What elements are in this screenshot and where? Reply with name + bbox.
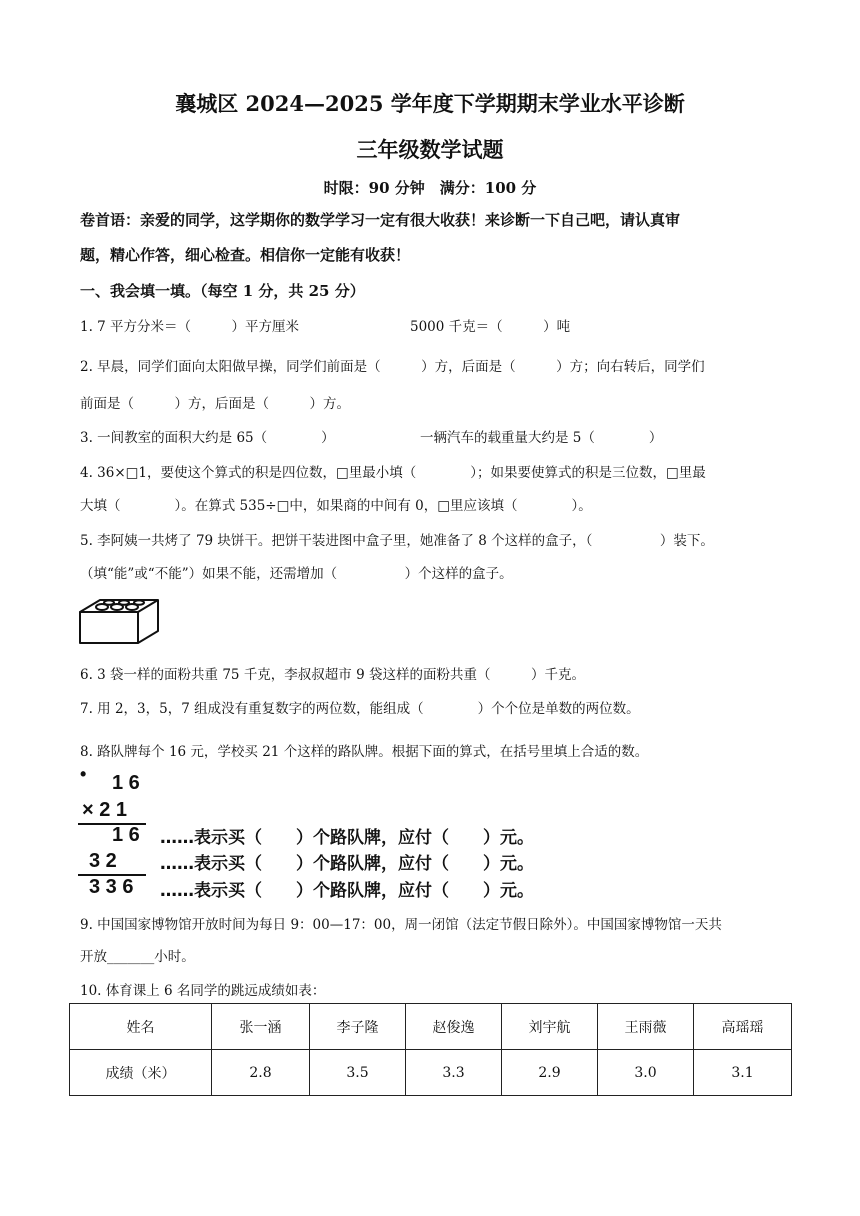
table-row xyxy=(70,1050,792,1096)
table-cell: 3.0 xyxy=(598,1050,694,1096)
question-2-line-2: 前面是（ ）方，后面是（ ）方。 xyxy=(80,396,350,412)
long-jump-score-table xyxy=(69,1003,792,1096)
calc-explain-row-3: ……表示买（ ）个路队牌，应付（ ）元。 xyxy=(160,881,534,901)
question-5-line-2: （填“能”或“不能”）如果不能，还需增加（ ）个这样的盒子。 xyxy=(80,566,513,582)
partial-product-1: 1 6 xyxy=(112,824,140,846)
calc-explain-row-2: ……表示买（ ）个路队牌，应付（ ）元。 xyxy=(160,854,534,874)
question-9-line-1: 9. 中国国家博物馆开放时间为每日 9：00—17：00，周一闭馆（法定节假日除外）。中国国家博物馆一天共 xyxy=(80,917,722,933)
exam-subtitle: 三年级数学试题 xyxy=(356,137,504,162)
question-3a: 3. 一间教室的面积大约是 65（ ） xyxy=(80,430,335,446)
final-product: 3 3 6 xyxy=(89,876,134,898)
table-cell: 成绩（米） xyxy=(70,1050,212,1096)
table-cell: 2.9 xyxy=(502,1050,598,1096)
question-8: 8. 路队牌每个 16 元，学校买 21 个这样的路队牌。根据下面的算式，在括号里填上合适的数。 xyxy=(80,744,649,760)
multiplier: × 2 1 xyxy=(82,799,128,821)
table-header-cell: 王雨薇 xyxy=(598,1004,694,1050)
table-header-cell: 刘宇航 xyxy=(502,1004,598,1050)
question-6: 6. 3 袋一样的面粉共重 75 千克，李叔叔超市 9 袋这样的面粉共重（ ）千克。 xyxy=(80,667,585,683)
exam-title: 襄城区 2024—2025 学年度下学期期末学业水平诊断 xyxy=(175,91,685,116)
table-header-cell: 张一涵 xyxy=(212,1004,310,1050)
table-cell: 3.5 xyxy=(310,1050,406,1096)
table-header-cell: 高瑶瑶 xyxy=(694,1004,792,1050)
question-10: 10. 体育课上 6 名同学的跳远成绩如表： xyxy=(80,983,326,999)
question-2-line-1: 2. 早晨，同学们面向太阳做早操，同学们前面是（ ）方，后面是（ ）方；向右转后，同学们 xyxy=(80,359,705,375)
table-header-cell: 李子隆 xyxy=(310,1004,406,1050)
question-4-line-2: 大填（ ）。在算式 535÷□中，如果商的中间有 0，□里应该填（ ）。 xyxy=(80,498,592,514)
section-1-heading: 一、我会填一填。（每空 1 分，共 25 分） xyxy=(80,282,365,300)
time-score-info: 时限：90 分钟 满分：100 分 xyxy=(323,179,537,197)
table-header-row xyxy=(70,1004,792,1050)
partial-product-2: 3 2 xyxy=(89,850,117,872)
table-cell: 2.8 xyxy=(212,1050,310,1096)
carry-dot: • xyxy=(80,764,87,784)
table-cell: 3.1 xyxy=(694,1050,792,1096)
question-9-line-2: 开放_______小时。 xyxy=(80,949,195,965)
table-header-cell: 姓名 xyxy=(70,1004,212,1050)
question-5-line-1: 5. 李阿姨一共烤了 79 块饼干。把饼干装进图中盒子里，她准备了 8 个这样的盒子，（ ）装下。 xyxy=(80,533,714,549)
question-3b: 一辆汽车的载重量大约是 5（ ） xyxy=(420,430,663,446)
question-1a: 1. 7 平方分米＝（ ）平方厘米 xyxy=(80,319,300,335)
calc-explain-row-1: ……表示买（ ）个路队牌，应付（ ）元。 xyxy=(160,828,534,848)
question-4-line-1: 4. 36×□1，要使这个算式的积是四位数，□里最小填（ ）；如果要使算式的积是三位数，□里最 xyxy=(80,465,706,481)
multiplicand: 1 6 xyxy=(112,772,140,794)
cookie-box-illustration xyxy=(78,598,162,646)
intro-line-1: 卷首语：亲爱的同学，这学期你的数学学习一定有很大收获！来诊断一下自己吧，请认真审 xyxy=(80,211,681,229)
table-header-cell: 赵俊逸 xyxy=(406,1004,502,1050)
intro-line-2: 题，精心作答，细心检查。相信你一定能有收获！ xyxy=(80,246,411,264)
table-cell: 3.3 xyxy=(406,1050,502,1096)
question-1b: 5000 千克＝（ ）吨 xyxy=(410,319,571,335)
question-7: 7. 用 2，3，5，7 组成没有重复数字的两位数，能组成（ ）个个位是单数的两位数。 xyxy=(80,701,640,717)
